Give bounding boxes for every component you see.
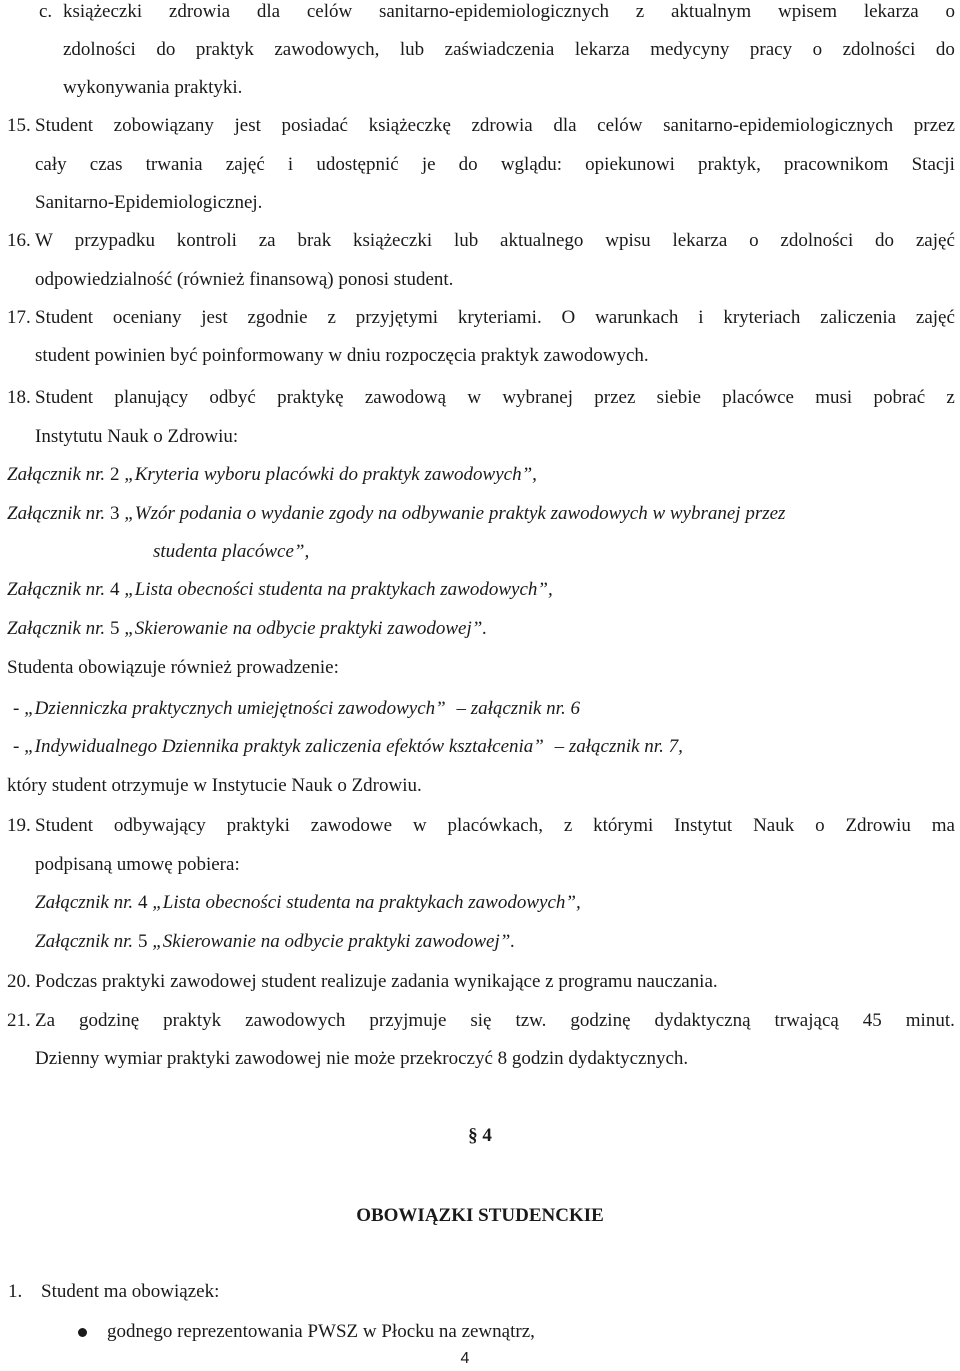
word: w [412, 815, 427, 836]
word: do [935, 39, 955, 60]
item-20-number: 20. [7, 971, 31, 992]
item-19-annex-4 [35, 891, 581, 915]
item-c-line-3: wykonywania praktyki. [63, 77, 243, 98]
item-21-line-2: Dzienny wymiar praktyki zawodowej nie może przekroczyć 8 godzin dydaktycznych. [35, 1048, 689, 1069]
word: ma [931, 815, 955, 836]
word: godzinę [570, 1010, 631, 1031]
word: medycyny [650, 39, 730, 60]
word: zgodnie [247, 307, 308, 328]
word: W [35, 230, 53, 251]
section-heading: OBOWIĄZKI STUDENCKIE [356, 1205, 604, 1226]
word: Student [35, 387, 94, 408]
annex-number: 4 [137, 892, 148, 913]
word: Zdrowiu [845, 815, 911, 836]
word: Student [35, 115, 94, 136]
word: aktualnym [671, 1, 752, 22]
word: pracownikom [783, 154, 889, 175]
item-18-also-line: Studenta obowiązuje również prowadzenie: [7, 657, 339, 678]
word: placówce [722, 387, 794, 408]
word: do [875, 230, 895, 251]
word: oceniany [112, 307, 182, 328]
word: godzinę [79, 1010, 140, 1031]
word: z [635, 1, 645, 22]
item-16-number: 16. [7, 230, 31, 251]
item-18-annex-5 [7, 617, 487, 641]
duties-number: 1. [8, 1281, 23, 1302]
annex-label: Załącznik nr. [7, 618, 106, 639]
word: zdrowia [168, 1, 231, 22]
word: minut. [905, 1010, 955, 1031]
word: kontroli [176, 230, 237, 251]
word: dydaktyczną [654, 1010, 751, 1031]
word: sanitarno-epidemiologicznych [663, 115, 894, 136]
dash-annex: – załącznik nr. 6 [456, 698, 580, 719]
annex-label: Załącznik nr. [7, 503, 106, 524]
dash: - [13, 698, 20, 719]
annex-number: 3 [109, 503, 120, 524]
item-15-line-2 [35, 153, 955, 177]
word: wybranej [502, 387, 574, 408]
word: zaświadczenia [444, 39, 555, 60]
word: zawodowych [245, 1010, 346, 1031]
annex-number: 2 [109, 464, 120, 485]
word: zajęć [915, 307, 955, 328]
word: trwania [145, 154, 203, 175]
word: o [812, 39, 823, 60]
word: udostępnić [316, 154, 399, 175]
word: praktyki [226, 815, 290, 836]
word: zajęć [225, 154, 265, 175]
word: praktykę [277, 387, 344, 408]
word: Student [35, 815, 94, 836]
word: odbyć [209, 387, 256, 408]
word: opiekunowi [585, 154, 675, 175]
word: pracy [749, 39, 793, 60]
word: zawodowych, [274, 39, 380, 60]
annex-title: „Lista obecności studenta na praktykach zawodowych”, [124, 579, 553, 600]
item-18-annex-3 [7, 502, 785, 526]
item-19-number: 19. [7, 815, 31, 836]
annex-title-continuation: studenta placówce”, [153, 541, 310, 562]
item-15-number: 15. [7, 115, 31, 136]
annex-label: Załącznik nr. [7, 464, 106, 485]
word: z [327, 307, 336, 328]
item-c-line-2 [63, 38, 955, 62]
word: O [561, 307, 576, 328]
word: o [945, 1, 955, 22]
item-17-line-1 [35, 306, 955, 330]
word: musi [815, 387, 853, 408]
word: praktyk, [698, 154, 761, 175]
word: sanitarno-epidemiologicznych [378, 1, 610, 22]
word: celów [306, 1, 353, 22]
word: Stacji [911, 154, 955, 175]
bullet-icon [78, 1328, 87, 1337]
item-19-line-2: podpisaną umowę pobiera: [35, 854, 240, 875]
dash-title: „Indywidualnego Dziennika praktyk zaliczenia efektów kształcenia” [24, 736, 544, 757]
word: je [421, 154, 436, 175]
word: zaliczenia [820, 307, 897, 328]
word: do [156, 39, 176, 60]
word: Instytut [674, 815, 733, 836]
duties-bullet-1: godnego reprezentowania PWSZ w Płocku na zewnątrz, [107, 1321, 535, 1342]
word: i [287, 154, 294, 175]
word: i [698, 307, 704, 328]
word: trwającą [774, 1010, 839, 1031]
word: książeczkę [368, 115, 451, 136]
annex-title: „Kryteria wyboru placówki do praktyk zawodowych”, [124, 464, 537, 485]
word: z [563, 815, 573, 836]
annex-title: „Skierowanie na odbycie praktyki zawodowej”. [124, 618, 488, 639]
word: książeczki [63, 1, 143, 22]
word: lub [399, 39, 425, 60]
item-15-line-3: Sanitarno-Epidemiologicznej. [35, 192, 263, 213]
item-18-number: 18. [7, 387, 31, 408]
word: 45 [862, 1010, 882, 1031]
word: zdrowia [471, 115, 533, 136]
word: z [946, 387, 955, 408]
word: o [815, 815, 825, 836]
word: dla [553, 115, 577, 136]
word: siebie [656, 387, 701, 408]
word: zdolności [780, 230, 854, 251]
word: warunkach [595, 307, 679, 328]
word: przyjmuje [369, 1010, 447, 1031]
item-18-dash-2 [13, 735, 683, 759]
item-21-number: 21. [7, 1010, 31, 1031]
word: praktyk [163, 1010, 222, 1031]
annex-label: Załącznik nr. [35, 931, 134, 952]
item-17-line-2: student powinien być poinformowany w dniu rozpoczęcia praktyk zawodowych. [35, 345, 649, 366]
word: pobrać [873, 387, 926, 408]
duties-intro: Student ma obowiązek: [41, 1281, 220, 1302]
word: o [749, 230, 759, 251]
word: przez [594, 387, 636, 408]
word: którymi [593, 815, 654, 836]
word: tzw. [515, 1010, 547, 1031]
word: zawodowe [310, 815, 393, 836]
item-18-line-1 [35, 386, 955, 410]
word: lekarza [863, 1, 919, 22]
dash: - [13, 736, 20, 757]
word: wpisu [605, 230, 651, 251]
word: kryteriami. [457, 307, 542, 328]
word: przez [913, 115, 955, 136]
annex-title: „Wzór podania o wydanie zgody na odbywanie praktyk zawodowych w wybranej przez [124, 503, 786, 524]
word: za [258, 230, 276, 251]
word: lekarza [672, 230, 728, 251]
annex-label: Załącznik nr. [7, 579, 106, 600]
word: lub [453, 230, 479, 251]
word: czas [89, 154, 123, 175]
annex-label: Załącznik nr. [35, 892, 134, 913]
annex-number: 5 [109, 618, 120, 639]
word: przyjętymi [355, 307, 438, 328]
word: zawodową [364, 387, 447, 408]
item-21-line-1 [35, 1009, 955, 1033]
annex-number: 4 [109, 579, 120, 600]
word: praktyk [195, 39, 254, 60]
word: cały [35, 154, 67, 175]
item-19-annex-5 [35, 930, 515, 954]
word: dla [256, 1, 281, 22]
word: odbywający [113, 815, 206, 836]
word: do [458, 154, 478, 175]
word: zdolności [63, 39, 136, 60]
word: aktualnego [500, 230, 584, 251]
word: wpisem [777, 1, 838, 22]
word: się [470, 1010, 492, 1031]
item-17-number: 17. [7, 307, 31, 328]
paragraph-mark: § 4 [468, 1125, 492, 1146]
dash-annex: – załącznik nr. 7, [554, 736, 683, 757]
annex-title: „Skierowanie na odbycie praktyki zawodowej”. [152, 931, 516, 952]
word: celów [597, 115, 643, 136]
word: posiadać [281, 115, 348, 136]
word: Nauk [753, 815, 795, 836]
word: brak [297, 230, 332, 251]
page-number: 4 [460, 1350, 470, 1367]
word: jest [201, 307, 228, 328]
item-16-line-1 [35, 229, 955, 253]
item-18-annex-2 [7, 463, 537, 487]
word: przypadku [74, 230, 155, 251]
annex-title: „Lista obecności studenta na praktykach zawodowych”, [152, 892, 581, 913]
word: kryteriach [723, 307, 801, 328]
word: książeczki [353, 230, 433, 251]
word: Za [35, 1010, 56, 1031]
word: Student [35, 307, 94, 328]
item-16-line-2: odpowiedzialność (również finansową) ponosi student. [35, 269, 454, 290]
item-18-annex-4 [7, 578, 553, 602]
word: planujący [114, 387, 189, 408]
word: zdolności [842, 39, 916, 60]
item-c-line-1 [63, 0, 955, 24]
word: wglądu: [500, 154, 563, 175]
word: zajęć [915, 230, 955, 251]
dash-title: „Dzienniczka praktycznych umiejętności zawodowych” [24, 698, 446, 719]
annex-number: 5 [137, 931, 148, 952]
item-18-line-2: Instytutu Nauk o Zdrowiu: [35, 426, 239, 447]
item-19-line-1 [35, 814, 955, 838]
item-18-dash-1 [13, 697, 580, 721]
item-15-line-1 [35, 114, 955, 138]
item-18-closing-line: który student otrzymuje w Instytucie Nauk o Zdrowiu. [7, 775, 422, 796]
item-c-marker: c. [39, 1, 53, 22]
item-20-line-1: Podczas praktyki zawodowej student realizuje zadania wynikające z programu nauczania. [35, 971, 718, 992]
item-18-annex-3-continuation [153, 540, 309, 564]
word: w [467, 387, 482, 408]
word: jest [234, 115, 261, 136]
word: lekarza [574, 39, 630, 60]
word: zobowiązany [113, 115, 214, 136]
word: placówkach, [447, 815, 543, 836]
